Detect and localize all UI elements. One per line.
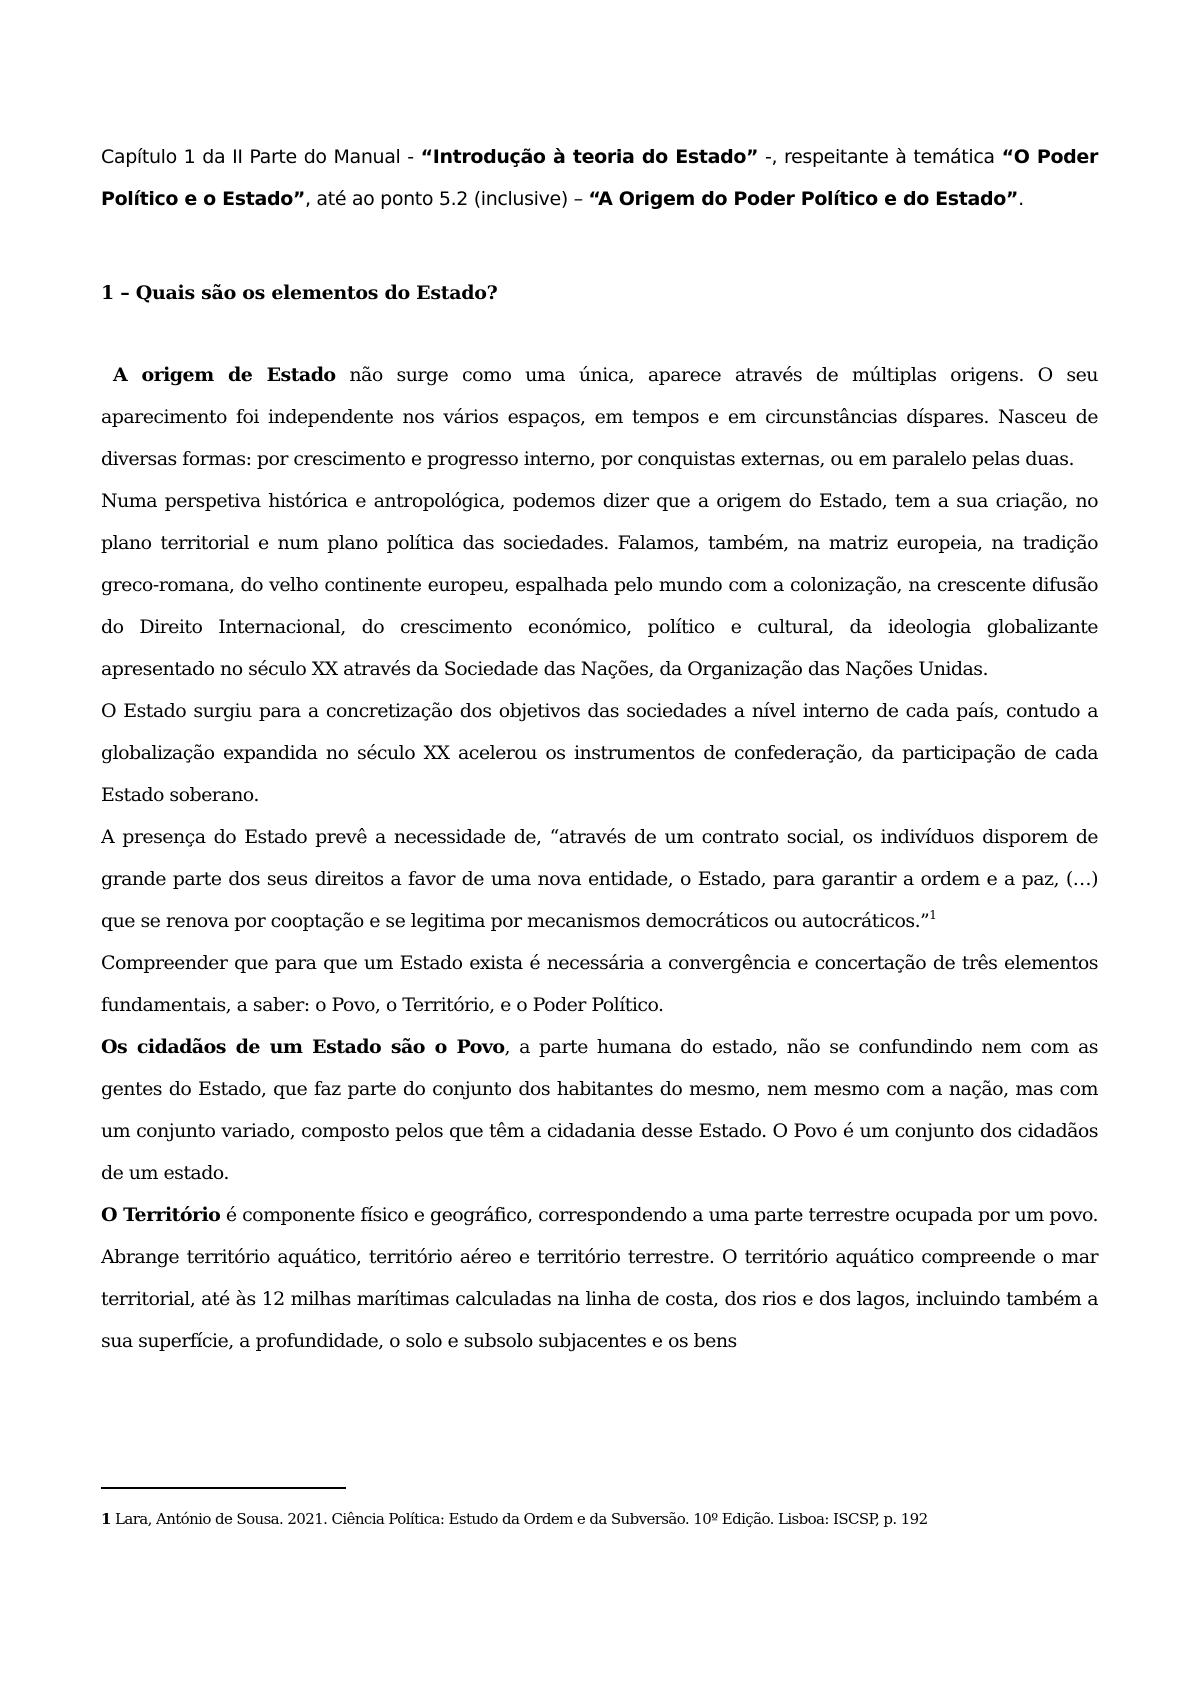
footnote-separator xyxy=(101,1487,346,1489)
paragraph-7-lead: O Território xyxy=(101,1204,221,1226)
header-text-4: . xyxy=(1018,188,1024,210)
footnote-reference[interactable]: 1 xyxy=(929,908,937,922)
paragraph-5: Compreender que para que um Estado exista é necessária a convergência e concertação de três elementos fundamentais, a saber: o Povo, o Território, e o Poder Político. xyxy=(101,952,1098,1016)
header-text-3: , até ao ponto 5.2 (inclusive) – xyxy=(305,188,589,210)
paragraph-7 xyxy=(101,1194,1098,1362)
paragraph-1 xyxy=(101,354,1098,480)
footnote-text: Lara, António de Sousa. 2021. Ciência Política: Estudo da Ordem e da Subversão. 10º Edição. Lisboa: ISCSP, p. 192 xyxy=(110,1510,928,1528)
header-text-1: Capítulo 1 da II Parte do Manual - xyxy=(101,146,421,168)
chapter-header xyxy=(101,136,1098,220)
paragraph-1-lead: A origem de Estado xyxy=(113,364,336,386)
header-bold-3: “A Origem do Poder Político e do Estado” xyxy=(588,188,1019,210)
footnote-number: 1 xyxy=(101,1510,111,1528)
paragraph-4 xyxy=(101,816,1098,942)
paragraph-7-text: é componente físico e geográfico, correspondendo a uma parte terrestre ocupada por um povo. Abrange território aquático, território aéreo e território terrestre. O território aquático compreende o mar territorial, até às 12 milhas marítimas calculadas na linha de costa, dos rios e dos lagos, incluindo também a sua superfície, a profundidade, o solo e subsolo subjacentes e os bens xyxy=(101,1204,1099,1352)
header-bold-1: “Introdução à teoria do Estado” xyxy=(420,146,759,168)
paragraph-2: Numa perspetiva histórica e antropológica, podemos dizer que a origem do Estado, tem a sua criação, no plano territorial e num plano política das sociedades. Falamos, também, na matriz europeia, na tradição greco-romana, do velho continente europeu, espalhada pelo mundo com a colonização, na crescente difusão do Direito Internacional, do crescimento económico, político e cultural, da ideologia globalizante apresentado no século XX através da Sociedade das Nações, da Organização das Nações Unidas. xyxy=(101,490,1098,680)
body-text xyxy=(101,354,1098,1362)
paragraph-6-lead: Os cidadãos de um Estado são o Povo xyxy=(101,1036,505,1058)
paragraph-6-text: , a parte humana do estado, não se confundindo nem com as gentes do Estado, que faz parte do conjunto dos habitantes do mesmo, nem mesmo com a nação, mas com um conjunto variado, composto pelos que têm a cidadania desse Estado. O Povo é um conjunto dos cidadãos de um estado. xyxy=(101,1036,1098,1184)
paragraph-4-text: A presença do Estado prevê a necessidade de, “através de um contrato social, os indivíduos disporem de grande parte dos seus direitos a favor de uma nova entidade, o Estado, para garantir a ordem e a paz, (…) que se renova por cooptação e se legitima por mecanismos democráticos ou autocráticos.” xyxy=(101,826,1098,932)
footnote xyxy=(101,1508,1098,1530)
paragraph-1-text: não surge como uma única, aparece através de múltiplas origens. O seu aparecimento foi independente nos vários espaços, em tempos e em circunstâncias díspares. Nasceu de diversas formas: por crescimento e progresso interno, por conquistas externas, ou em paralelo pelas duas. xyxy=(101,364,1098,470)
header-bold-2: “O Poder Político e o Estado” xyxy=(101,146,1098,210)
paragraph-3: O Estado surgiu para a concretização dos objetivos das sociedades a nível interno de cada país, contudo a globalização expandida no século XX acelerou os instrumentos de confederação, da participação de cada Estado soberano. xyxy=(101,700,1098,806)
paragraph-6 xyxy=(101,1026,1098,1194)
header-text-2: -, respeitante à temática xyxy=(758,146,1002,168)
question-heading: 1 – Quais são os elementos do Estado? xyxy=(101,282,498,304)
